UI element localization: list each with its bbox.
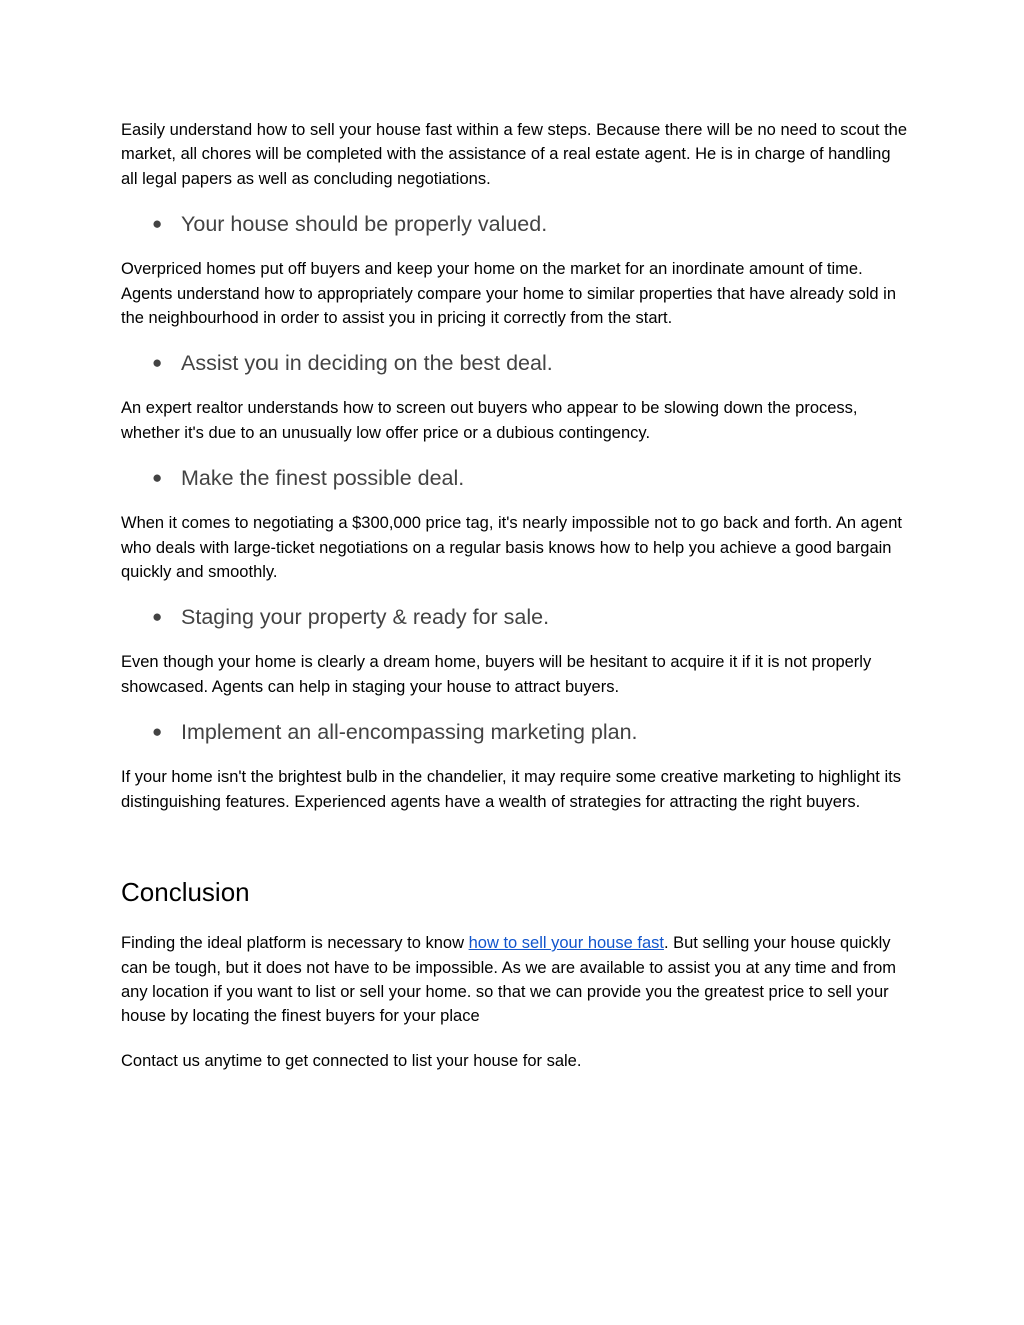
bullet-text: Make the finest possible deal. [181, 466, 465, 491]
bullet-text: Your house should be properly valued. [181, 212, 548, 237]
section-paragraph-marketing: If your home isn't the brightest bulb in the chandelier, it may require some creative marketing to highlight its distinguishing features. Experienced agents have a wealth of strategies for attracting the right buyers. [121, 768, 901, 811]
conclusion-paragraph [121, 931, 911, 1029]
intro-paragraph: Easily understand how to sell your house fast within a few steps. Because there will be no need to scout the market, all chores will be completed with the assistance of a real estate agent. He is in charge of handling all legal papers as well as concluding negotiations. [121, 121, 908, 188]
bullet-text: Implement an all-encompassing marketing plan. [181, 720, 638, 745]
bullet-item-best-deal [121, 348, 911, 378]
document-page [121, 118, 911, 1073]
bullet-text: Assist you in deciding on the best deal. [181, 351, 553, 376]
conclusion-text-before-link: Finding the ideal platform is necessary to know [121, 934, 469, 953]
conclusion-text-after-link: . But selling your house quickly can be tough, but it does not have to be impossible. As we are available to assist you at any time and from any location if you want to list or sell your home. so that we can provide you the greatest price to sell your house by locating the finest buyers for your place [121, 934, 897, 1026]
bullet-dot-icon: ● [152, 214, 163, 234]
contact-paragraph: Contact us anytime to get connected to list your house for sale. [121, 1051, 582, 1070]
bullet-dot-icon: ● [152, 468, 163, 488]
sell-house-fast-link[interactable]: how to sell your house fast [468, 934, 664, 953]
section-paragraph-staging: Even though your home is clearly a dream home, buyers will be hesitant to acquire it if it is not properly showcased. Agents can help in staging your house to attract buyers. [121, 653, 872, 696]
bullet-item-staging [121, 602, 911, 632]
conclusion-heading: Conclusion [121, 877, 250, 908]
bullet-dot-icon: ● [152, 353, 163, 373]
bullet-item-marketing [121, 717, 911, 747]
bullet-dot-icon: ● [152, 607, 163, 627]
section-paragraph-finest-deal: When it comes to negotiating a $300,000 price tag, it's nearly impossible not to go back and forth. An agent who deals with large-ticket negotiations on a regular basis knows how to help you achieve a good bargain quickly and smoothly. [121, 514, 902, 582]
bullet-text: Staging your property & ready for sale. [181, 605, 550, 630]
section-paragraph-valued: Overpriced homes put off buyers and keep your home on the market for an inordinate amount of time. Agents understand how to appropriately compare your home to similar properties that have already sold in the neighbourhood in order to assist you in pricing it correctly from the start. [121, 260, 897, 328]
bullet-item-finest-deal [121, 463, 911, 493]
section-paragraph-best-deal: An expert realtor understands how to screen out buyers who appear to be slowing down the process, whether it's due to an unusually low offer price or a dubious contingency. [121, 399, 858, 442]
bullet-dot-icon: ● [152, 722, 163, 742]
bullet-item-valued [121, 209, 911, 239]
